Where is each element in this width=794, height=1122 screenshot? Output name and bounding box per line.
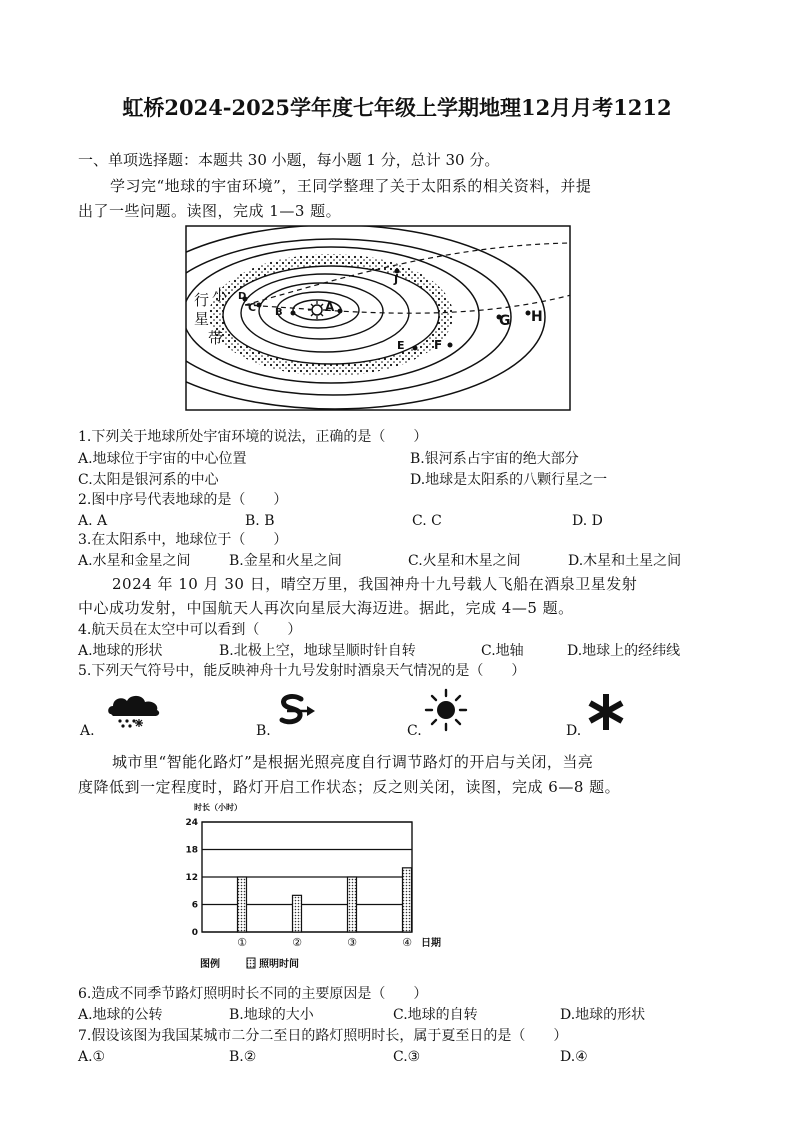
intro-1-line-1: 学习完“地球的宇宙环境”，王同学整理了关于太阳系的相关资料，并提 [110, 177, 592, 195]
diagram-frame [186, 226, 570, 410]
q6-option-a[interactable]: A.地球的公转 [78, 1007, 163, 1023]
q6-option-d[interactable]: D.地球的形状 [560, 1007, 646, 1023]
chart-y-tick-label: 24 [185, 818, 198, 828]
intro-2-line-2: 中心成功发射，中国航天人再次向星辰大海迈进。据此，完成 4—5 题。 [78, 599, 574, 617]
point-h-label: H [531, 309, 543, 325]
q2-option-a[interactable]: A. A [78, 513, 108, 529]
q4-stem: 4.航天员在太空中可以看到（ ） [78, 622, 302, 638]
q3-option-a[interactable]: A.水星和金星之间 [78, 553, 191, 569]
belt-label-char-4: 带 [208, 329, 224, 347]
chart-x-axis-label: 日期 [421, 938, 441, 949]
chart-bar [238, 877, 247, 932]
intro-1-line-2: 出了一些问题。读图，完成 1—3 题。 [78, 202, 342, 220]
q4-option-b[interactable]: B.北极上空，地球呈顺时针自转 [219, 643, 416, 659]
point-g-label: G [499, 313, 511, 329]
q3-option-d[interactable]: D.木星和土星之间 [568, 553, 682, 569]
chart-legend-label: 照明时间 [259, 959, 299, 970]
point-c-label: C [248, 301, 257, 314]
point-a-label: A [325, 300, 335, 314]
q6-option-c[interactable]: C.地球的自转 [393, 1007, 478, 1023]
point-f-label: F [434, 338, 443, 352]
q3-option-c[interactable]: C.火星和木星之间 [408, 553, 521, 569]
q3-option-b[interactable]: B.金星和火星之间 [229, 553, 342, 569]
chart-bar [348, 877, 357, 932]
chart-bar [403, 868, 412, 932]
q3-stem: 3.在太阳系中，地球位于（ ） [78, 532, 288, 548]
q7-option-a[interactable]: A.① [78, 1049, 106, 1065]
chart-y-tick-label: 6 [191, 900, 198, 911]
chart-y-tick-label: 12 [185, 873, 198, 883]
point-e-label: E [397, 339, 405, 352]
intro-2-line-1: 2024 年 10 月 30 日，晴空万里，我国神舟十九号载人飞船在酒泉卫星发射 [112, 575, 638, 593]
q2-option-b[interactable]: B. B [245, 513, 275, 529]
chart-x-tick-label: ④ [402, 936, 412, 949]
q7-option-c[interactable]: C.③ [393, 1049, 421, 1065]
point-b-label: B [275, 307, 283, 318]
q5-stem: 5.下列天气符号中，能反映神舟十九号发射时酒泉天气情况的是（ ） [78, 663, 526, 679]
q1-option-a[interactable]: A.地球位于宇宙的中心位置 [78, 451, 247, 467]
belt-label-char-3: 星 [194, 310, 210, 328]
intro-3-line-2: 度降低到一定程度时，路灯开启工作状态；反之则关闭，读图，完成 6—8 题。 [78, 778, 621, 796]
q5-option-c[interactable]: C. [407, 723, 422, 739]
section-heading: 一、单项选择题：本题共 30 小题，每小题 1 分，总计 30 分。 [78, 151, 500, 169]
q5-option-b[interactable]: B. [256, 723, 271, 739]
lighting-duration-chart [180, 800, 450, 975]
snow-cloud-icon [105, 690, 163, 730]
q7-option-d[interactable]: D.④ [560, 1049, 588, 1065]
chart-legend-swatch [247, 958, 255, 968]
point-j-label: J [394, 273, 399, 286]
belt-label-char-1: 小 [212, 286, 228, 304]
q1-stem: 1.下列关于地球所处宇宙环境的说法，正确的是（ ） [78, 429, 428, 445]
chart-y-tick-label: 18 [185, 845, 198, 856]
solar-system-diagram [185, 225, 571, 411]
q2-stem: 2.图中序号代表地球的是（ ） [78, 492, 288, 508]
sandstorm-icon [277, 693, 319, 729]
q5-option-d[interactable]: D. [566, 723, 582, 739]
point-d-label: D [238, 291, 247, 302]
q6-stem: 6.造成不同季节路灯照明时长不同的主要原因是（ ） [78, 986, 428, 1002]
chart-x-tick-label: ① [237, 936, 247, 949]
q1-option-c[interactable]: C.太阳是银河系的中心 [78, 472, 219, 488]
chart-bar [293, 895, 302, 932]
q4-option-a[interactable]: A.地球的形状 [78, 643, 163, 659]
q4-option-d[interactable]: D.地球上的经纬线 [567, 643, 681, 659]
chart-legend-prefix: 图例 [200, 959, 220, 970]
chart-x-tick-label: ② [292, 936, 302, 949]
q6-option-b[interactable]: B.地球的大小 [229, 1007, 314, 1023]
belt-label-char-2: 行 [194, 291, 210, 309]
q7-stem: 7.假设该图为我国某城市二分二至日的路灯照明时长，属于夏至日的是（ ） [78, 1028, 568, 1044]
snowflake-icon [586, 692, 626, 732]
q7-option-b[interactable]: B.② [229, 1049, 257, 1065]
sunny-icon [424, 688, 468, 732]
chart-y-axis-label: 时长（小时） [194, 803, 242, 812]
q2-option-d[interactable]: D. D [572, 513, 603, 529]
q2-option-c[interactable]: C. C [412, 513, 442, 529]
q5-option-a[interactable]: A. [80, 723, 95, 739]
intro-3-line-1: 城市里“智能化路灯”是根据光照亮度自行调节路灯的开启与关闭，当亮 [112, 753, 594, 771]
page-title: 虹桥2024-2025学年度七年级上学期地理12月月考1212 [122, 95, 672, 120]
q1-option-d[interactable]: D.地球是太阳系的八颗行星之一 [410, 472, 608, 488]
q4-option-c[interactable]: C.地轴 [481, 643, 524, 659]
chart-y-tick-label: 0 [191, 928, 198, 938]
chart-x-tick-label: ③ [347, 936, 357, 949]
q1-option-b[interactable]: B.银河系占宇宙的绝大部分 [410, 451, 579, 467]
